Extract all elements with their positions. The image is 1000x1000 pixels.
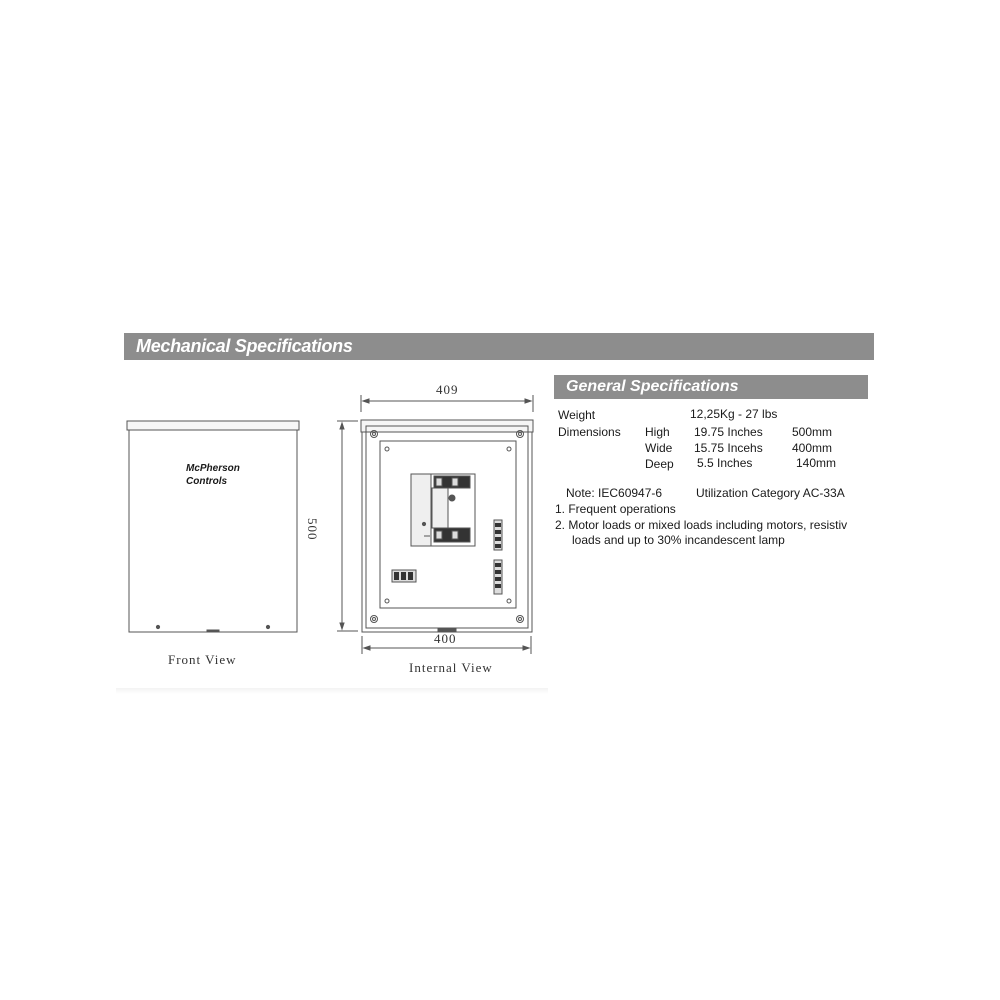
brand-line-2: Controls xyxy=(186,476,228,487)
general-specs-banner xyxy=(554,375,868,399)
brand-line-1: McPherson xyxy=(186,463,240,474)
dim-deep-mm: 140mm xyxy=(796,456,837,470)
general-specs-title: General Specifications xyxy=(566,378,739,395)
front-view-caption: Front View xyxy=(168,652,237,667)
mechanical-specs-title: Mechanical Specifications xyxy=(136,336,353,356)
dimension-side: 500 xyxy=(305,518,320,541)
dimension-bottom: 400 xyxy=(434,631,457,646)
dim-high-mm: 500mm xyxy=(792,425,833,439)
dim-high-label: High xyxy=(645,425,670,439)
dim-deep-label: Deep xyxy=(645,457,674,471)
dim-wide-label: Wide xyxy=(645,441,673,455)
internal-view-drawing xyxy=(337,395,533,654)
weight-value: 12,25Kg - 27 lbs xyxy=(690,407,778,421)
front-view-drawing xyxy=(127,421,299,632)
internal-view-caption: Internal View xyxy=(409,660,493,675)
dimension-top: 409 xyxy=(436,382,459,397)
note-standard: Note: IEC60947-6 xyxy=(566,486,663,500)
note-item-1: 1. Frequent operations xyxy=(555,502,676,516)
dim-deep-inches: 5.5 Inches xyxy=(697,456,753,470)
dim-high-inches: 19.75 Inches xyxy=(694,425,763,439)
divider-shadow xyxy=(116,688,548,694)
weight-label: Weight xyxy=(558,408,596,422)
note-item-2-line-2: loads and up to 30% incandescent lamp xyxy=(572,533,785,547)
dim-wide-mm: 400mm xyxy=(792,441,833,455)
utilization-category: Utilization Category AC-33A xyxy=(696,486,845,500)
dim-wide-inches: 15.75 Incehs xyxy=(694,441,763,455)
note-item-2-line-1: 2. Motor loads or mixed loads including motors, resistiv xyxy=(555,518,848,532)
dimensions-label: Dimensions xyxy=(558,425,621,439)
